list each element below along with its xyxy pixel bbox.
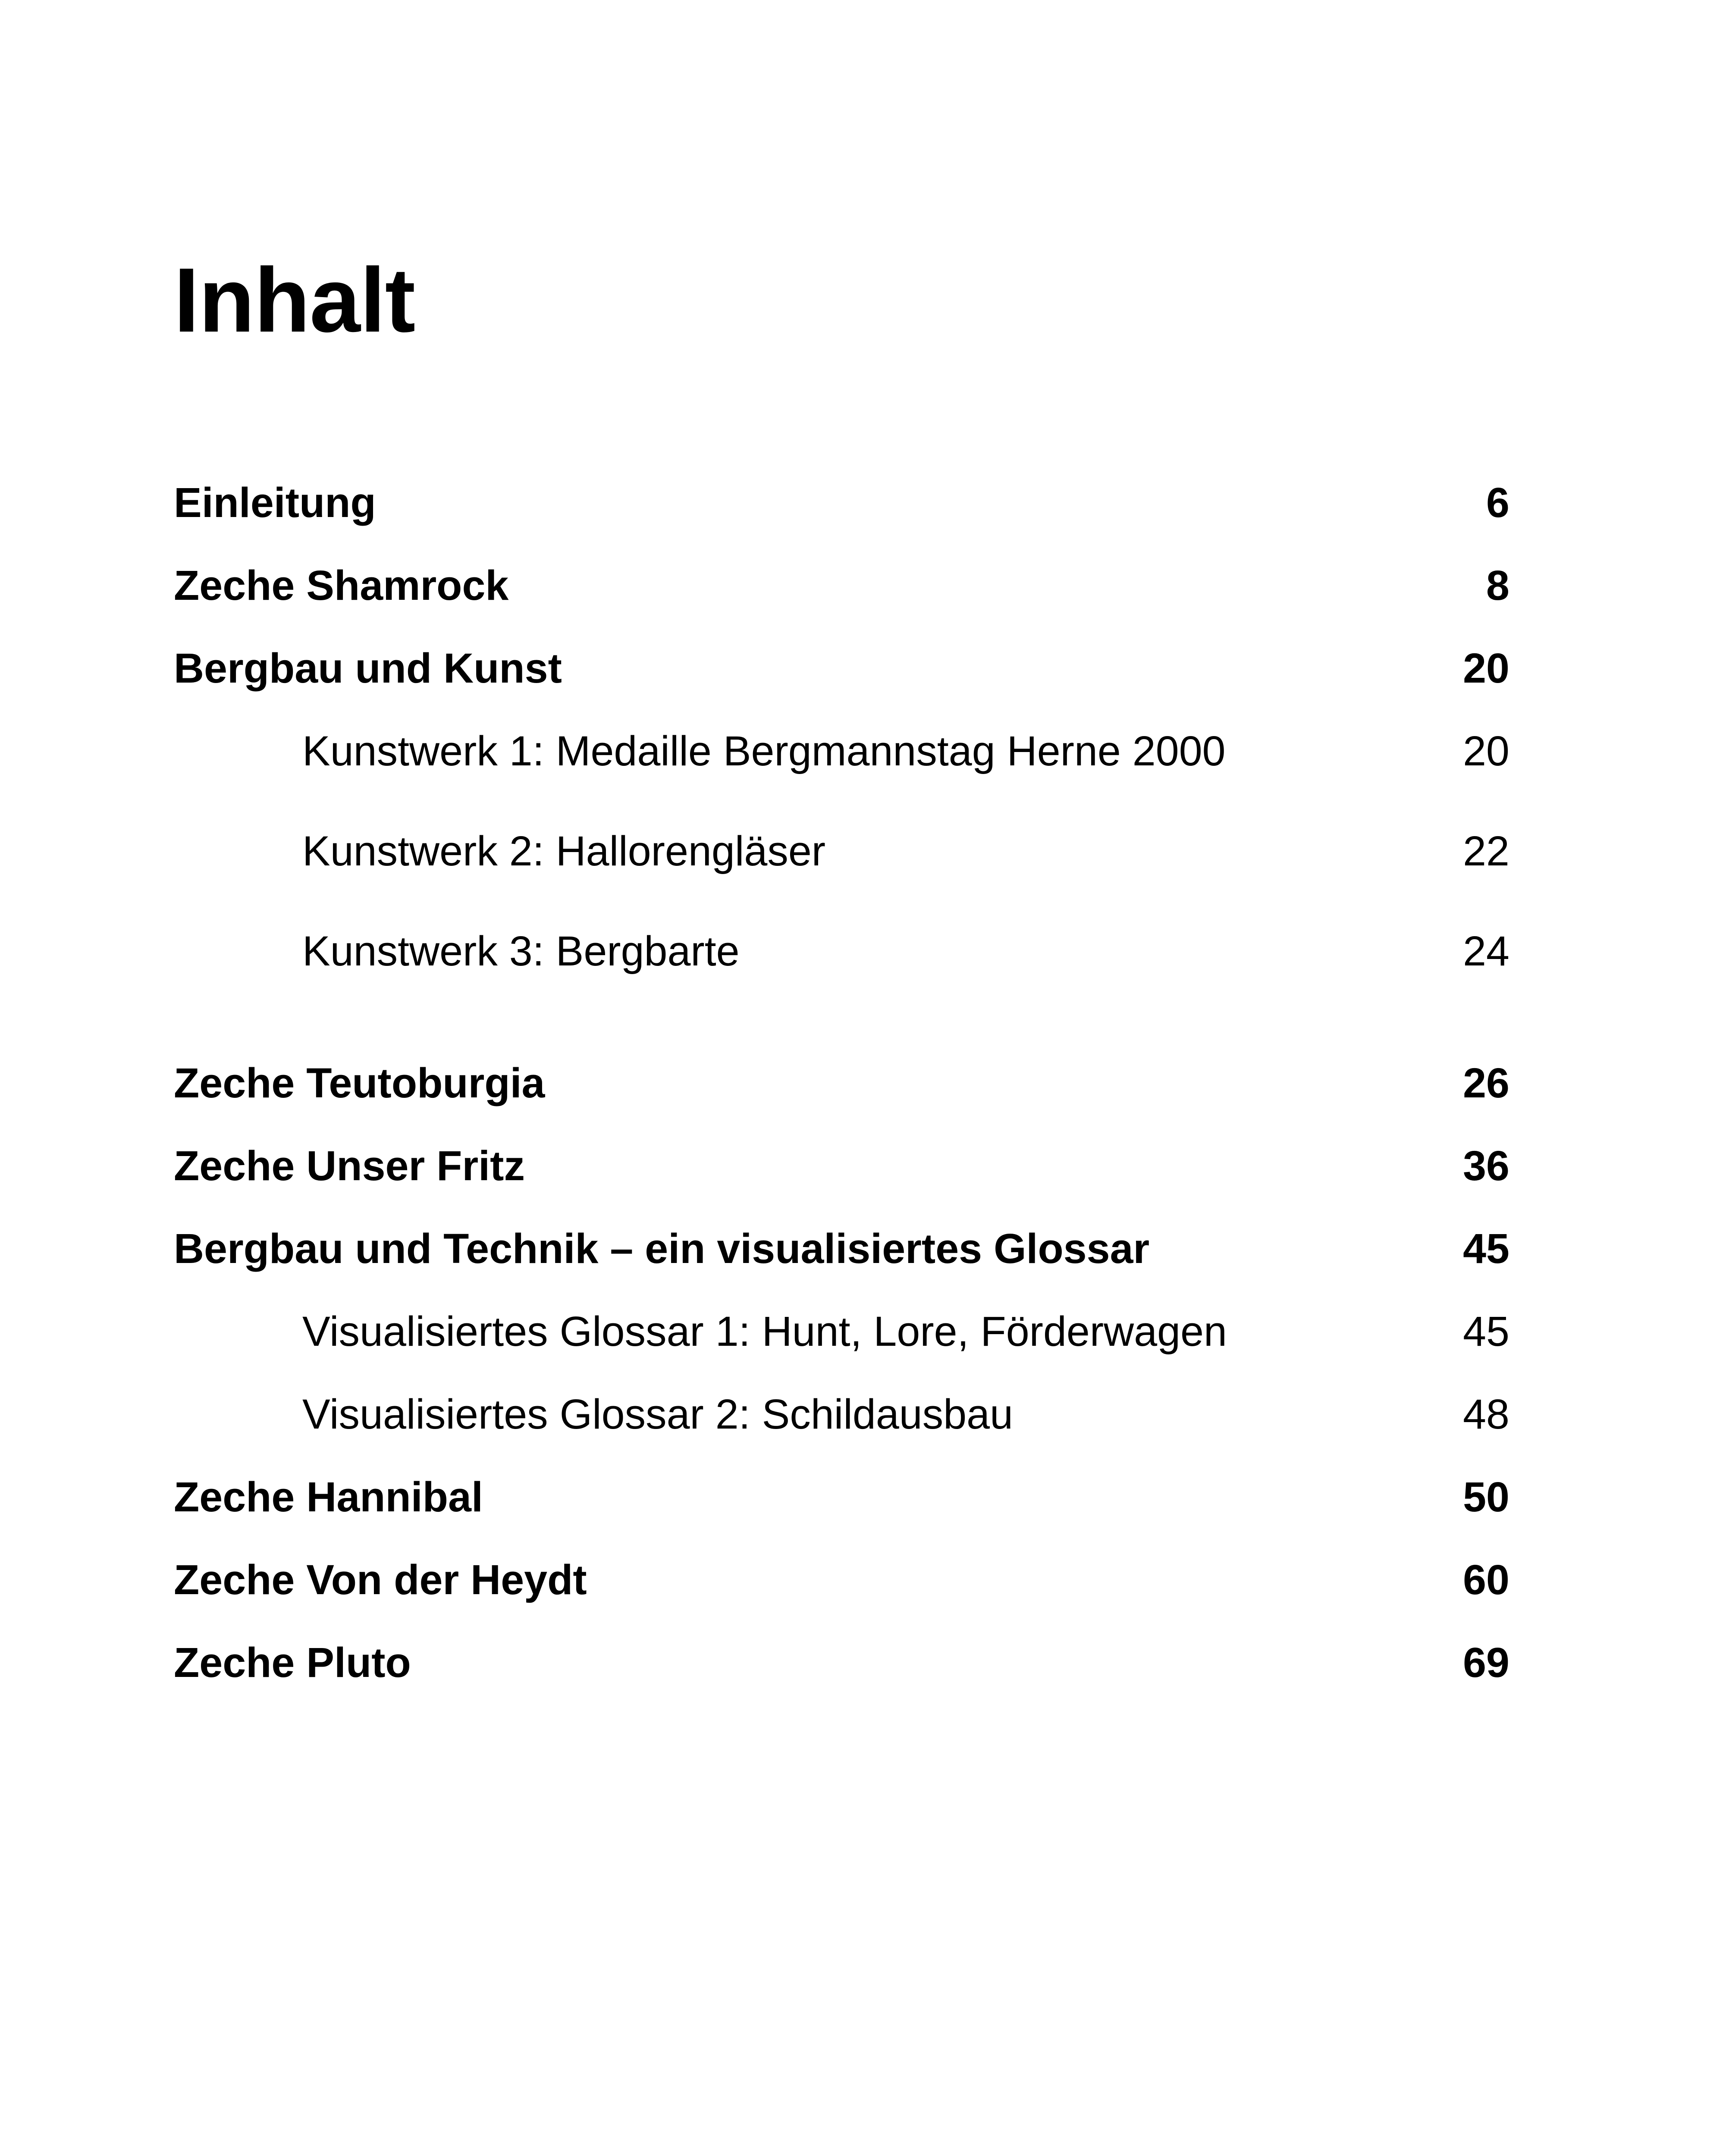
- toc-entry-page: 8: [1486, 561, 1509, 609]
- toc-subentry[interactable]: [174, 1386, 1509, 1442]
- toc-subentry[interactable]: [174, 1303, 1509, 1359]
- toc-entry[interactable]: [174, 1469, 1509, 1525]
- toc-entry-page: 6: [1486, 479, 1509, 526]
- toc-entry-title: Zeche Von der Heydt: [174, 1556, 587, 1603]
- toc-entry[interactable]: [174, 1634, 1509, 1690]
- toc-entry[interactable]: [174, 640, 1509, 696]
- toc-subentry-title: Kunstwerk 1: Medaille Bergmannstag Herne 2000: [302, 727, 1226, 774]
- toc-entry[interactable]: [174, 1551, 1509, 1608]
- toc-entry[interactable]: [174, 1138, 1509, 1194]
- toc-entry-title: Zeche Hannibal: [174, 1473, 483, 1520]
- toc-entry-title: Bergbau und Kunst: [174, 644, 562, 692]
- toc-entry-title: Zeche Unser Fritz: [174, 1142, 525, 1189]
- toc-entry-page: 36: [1463, 1142, 1509, 1189]
- toc-entry-page: 20: [1463, 644, 1509, 692]
- toc-entry-page: 45: [1463, 1225, 1509, 1272]
- toc-entry-title: Zeche Shamrock: [174, 561, 509, 609]
- toc-subentry-title: Kunstwerk 2: Hallorengläser: [302, 827, 826, 874]
- toc-subentry-title: Kunstwerk 3: Bergbarte: [302, 927, 740, 975]
- toc-entry-page: 50: [1463, 1473, 1509, 1520]
- toc-entry-title: Einleitung: [174, 479, 376, 526]
- toc-entry-page: 26: [1463, 1059, 1509, 1106]
- toc-subentry-page: 45: [1463, 1307, 1509, 1355]
- toc-entry-page: 69: [1463, 1639, 1509, 1686]
- toc-entry[interactable]: [174, 474, 1509, 530]
- toc-entry-title: Bergbau und Technik – ein visualisiertes Glossar: [174, 1225, 1150, 1272]
- toc-subentry-title: Visualisiertes Glossar 2: Schildausbau: [302, 1390, 1013, 1438]
- toc-subentry[interactable]: [174, 723, 1509, 779]
- page-title: Inhalt: [174, 249, 415, 351]
- toc-subentry[interactable]: [174, 923, 1509, 979]
- toc-subentry-title: Visualisiertes Glossar 1: Hunt, Lore, Förderwagen: [302, 1307, 1227, 1355]
- toc-entry-title: Zeche Pluto: [174, 1639, 411, 1686]
- toc-entry[interactable]: [174, 557, 1509, 613]
- toc-subentry-page: 24: [1463, 927, 1509, 975]
- toc-subentry-page: 22: [1463, 827, 1509, 874]
- toc-entry-page: 60: [1463, 1556, 1509, 1603]
- toc-entry[interactable]: [174, 1220, 1509, 1276]
- toc-entry-title: Zeche Teutoburgia: [174, 1059, 545, 1106]
- toc-entry[interactable]: [174, 1055, 1509, 1111]
- toc-subentry[interactable]: [174, 823, 1509, 879]
- toc-subentry-page: 48: [1463, 1390, 1509, 1438]
- toc-subentry-page: 20: [1463, 727, 1509, 774]
